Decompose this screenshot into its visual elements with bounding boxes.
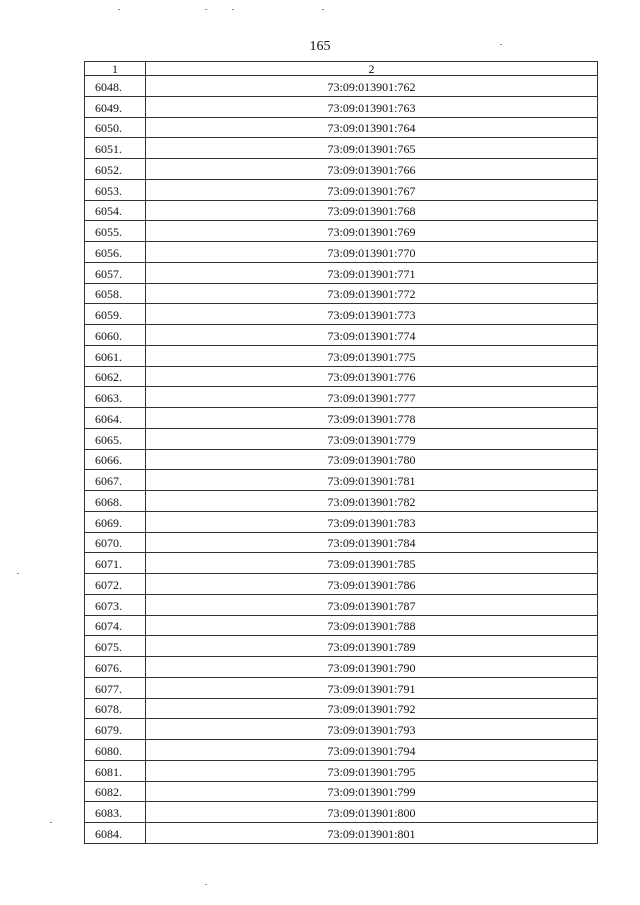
header-row <box>85 62 598 76</box>
page-number: 165 <box>309 39 331 54</box>
scan-speck <box>322 9 324 10</box>
cadastral-number: 73:09:013901:787 <box>146 594 598 615</box>
cadastral-number: 73:09:013901:767 <box>146 179 598 200</box>
row-number: 6053. <box>85 179 146 200</box>
cadastral-number: 73:09:013901:763 <box>146 96 598 117</box>
scan-speck <box>232 9 234 10</box>
row-number: 6078. <box>85 698 146 719</box>
table-row <box>85 428 598 449</box>
cadastral-number: 73:09:013901:779 <box>146 428 598 449</box>
scan-speck <box>500 44 502 45</box>
cadastral-number: 73:09:013901:789 <box>146 636 598 657</box>
table-row <box>85 470 598 491</box>
table-row <box>85 325 598 346</box>
row-number: 6051. <box>85 138 146 159</box>
row-number: 6048. <box>85 76 146 97</box>
cadastral-number: 73:09:013901:778 <box>146 408 598 429</box>
row-number: 6075. <box>85 636 146 657</box>
cadastral-number: 73:09:013901:782 <box>146 491 598 512</box>
row-number: 6064. <box>85 408 146 429</box>
cadastral-number: 73:09:013901:793 <box>146 719 598 740</box>
row-number: 6060. <box>85 325 146 346</box>
row-number: 6084. <box>85 823 146 844</box>
table-row <box>85 594 598 615</box>
table-row <box>85 719 598 740</box>
row-number: 6061. <box>85 345 146 366</box>
table-row <box>85 283 598 304</box>
table-row <box>85 553 598 574</box>
table-row <box>85 532 598 553</box>
table-row <box>85 242 598 263</box>
table-row <box>85 345 598 366</box>
table-row <box>85 802 598 823</box>
cadastral-number: 73:09:013901:777 <box>146 387 598 408</box>
cadastral-number: 73:09:013901:788 <box>146 615 598 636</box>
table-row <box>85 698 598 719</box>
row-number: 6054. <box>85 200 146 221</box>
cadastral-number: 73:09:013901:766 <box>146 159 598 180</box>
table-row <box>85 491 598 512</box>
cadastral-number: 73:09:013901:772 <box>146 283 598 304</box>
row-number: 6056. <box>85 242 146 263</box>
row-number: 6066. <box>85 449 146 470</box>
table-row <box>85 387 598 408</box>
table-row <box>85 138 598 159</box>
table-row <box>85 408 598 429</box>
row-number: 6080. <box>85 740 146 761</box>
table-row <box>85 262 598 283</box>
cadastral-number: 73:09:013901:785 <box>146 553 598 574</box>
cadastral-number: 73:09:013901:792 <box>146 698 598 719</box>
cadastral-number: 73:09:013901:776 <box>146 366 598 387</box>
row-number: 6059. <box>85 304 146 325</box>
row-number: 6079. <box>85 719 146 740</box>
cadastral-number: 73:09:013901:799 <box>146 781 598 802</box>
scan-speck <box>118 9 120 10</box>
cadastral-number: 73:09:013901:769 <box>146 221 598 242</box>
cadastral-number: 73:09:013901:774 <box>146 325 598 346</box>
cadastral-number: 73:09:013901:794 <box>146 740 598 761</box>
table-body <box>85 76 598 844</box>
table-row <box>85 449 598 470</box>
cadastral-number: 73:09:013901:765 <box>146 138 598 159</box>
cadastral-number: 73:09:013901:781 <box>146 470 598 491</box>
row-number: 6067. <box>85 470 146 491</box>
cadastral-number: 73:09:013901:762 <box>146 76 598 97</box>
table-row <box>85 366 598 387</box>
cadastral-number: 73:09:013901:795 <box>146 760 598 781</box>
row-number: 6073. <box>85 594 146 615</box>
row-number: 6065. <box>85 428 146 449</box>
row-number: 6049. <box>85 96 146 117</box>
row-number: 6052. <box>85 159 146 180</box>
row-number: 6069. <box>85 511 146 532</box>
row-number: 6055. <box>85 221 146 242</box>
cadastral-number: 73:09:013901:764 <box>146 117 598 138</box>
row-number: 6077. <box>85 677 146 698</box>
cadastral-number: 73:09:013901:791 <box>146 677 598 698</box>
table-row <box>85 221 598 242</box>
row-number: 6058. <box>85 283 146 304</box>
table-row <box>85 200 598 221</box>
scan-speck <box>205 884 207 885</box>
table-row <box>85 511 598 532</box>
row-number: 6074. <box>85 615 146 636</box>
table-row <box>85 159 598 180</box>
cadastral-number: 73:09:013901:800 <box>146 802 598 823</box>
row-number: 6082. <box>85 781 146 802</box>
row-number: 6063. <box>85 387 146 408</box>
scan-speck <box>50 822 52 823</box>
row-number: 6057. <box>85 262 146 283</box>
cadastral-number: 73:09:013901:780 <box>146 449 598 470</box>
table-row <box>85 179 598 200</box>
table-row <box>85 823 598 844</box>
cadastral-number: 73:09:013901:770 <box>146 242 598 263</box>
cadastral-number: 73:09:013901:786 <box>146 574 598 595</box>
row-number: 6081. <box>85 760 146 781</box>
column-header-number: 1 <box>85 62 146 76</box>
cadastral-number: 73:09:013901:771 <box>146 262 598 283</box>
table-row <box>85 657 598 678</box>
scan-speck <box>205 9 207 10</box>
row-number: 6062. <box>85 366 146 387</box>
column-header-cadastral-number: 2 <box>146 62 598 76</box>
table-row <box>85 304 598 325</box>
row-number: 6076. <box>85 657 146 678</box>
table-row <box>85 615 598 636</box>
table-row <box>85 96 598 117</box>
table-row <box>85 760 598 781</box>
register-table <box>84 61 598 844</box>
table-row <box>85 677 598 698</box>
table-row <box>85 574 598 595</box>
cadastral-number: 73:09:013901:801 <box>146 823 598 844</box>
cadastral-number: 73:09:013901:773 <box>146 304 598 325</box>
row-number: 6071. <box>85 553 146 574</box>
row-number: 6068. <box>85 491 146 512</box>
cadastral-number: 73:09:013901:784 <box>146 532 598 553</box>
table-row <box>85 781 598 802</box>
table-row <box>85 636 598 657</box>
cadastral-number: 73:09:013901:783 <box>146 511 598 532</box>
scan-speck <box>17 573 19 574</box>
cadastral-number: 73:09:013901:768 <box>146 200 598 221</box>
cadastral-number: 73:09:013901:790 <box>146 657 598 678</box>
table-row <box>85 76 598 97</box>
table-row <box>85 740 598 761</box>
table-row <box>85 117 598 138</box>
row-number: 6070. <box>85 532 146 553</box>
row-number: 6072. <box>85 574 146 595</box>
row-number: 6050. <box>85 117 146 138</box>
cadastral-number: 73:09:013901:775 <box>146 345 598 366</box>
row-number: 6083. <box>85 802 146 823</box>
